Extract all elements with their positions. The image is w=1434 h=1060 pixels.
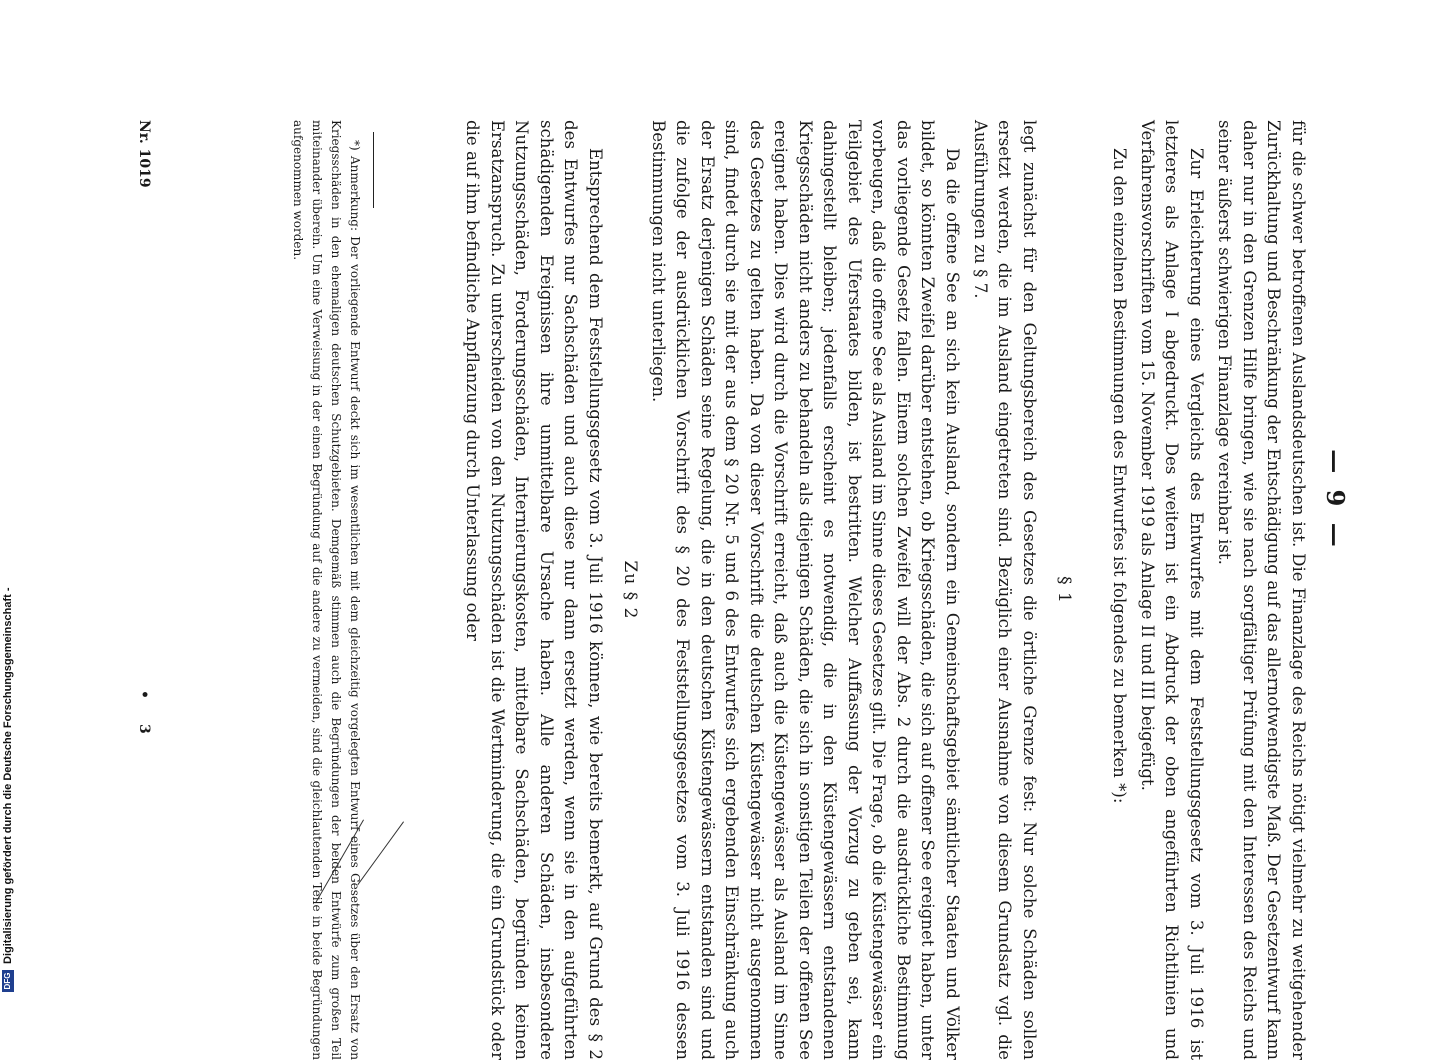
heading-section-1: § 1	[1054, 576, 1074, 604]
footnote-text: *) Anmerkung: Der vorliegende Entwurf deckt sich im wesentlichen mit dem gleichzeitig vorgelegten Entwurf eines Gesetzes über den Ersatz von Kriegsschäden in den ehemaligen deutschen Schutzgebieten. Demgemäß stimmen auch die Begründungen der beiden Entwürfe zum großen Teil miteinander überein. Um eine Verweisung in der einen Begründung auf die andere zu vermeiden, sind die gleichlautenden Teile in beide Begründungen aufgenommen worden.	[291, 120, 362, 1060]
sheet-number: 3	[136, 724, 152, 734]
bestimmungen-paragraph	[1107, 120, 1132, 1060]
page-number: — 9 —	[1321, 449, 1350, 551]
section-1-intro-text: legt zunächst für den Geltungsbereich des Gesetzes die örtliche Grenze fest: Nur solche Schäden sollen ersetzt werden, die im Ausland eingetreten sind. Bezüglich einer Ausnahme von diesem Grundsatz vgl. die Ausführungen zu § 7.	[971, 120, 1039, 1060]
intro-text: für die schwer betroffenen Auslandsdeutschen ist. Die Finanzlage des Reichs nötigt vielmehr zu weitgehender Zurückhaltung und Beschränkung der Entschädigung auf das allernotwendigste Maß. Der Gesetzentwurf kann daher nur in den Grenzen Hilfe bringen, wie sie nach sorgfältiger Prüfung mit den Interessen des Reichs und seiner äußerst schwierigen Finanzlage vereinbar ist.	[1215, 120, 1308, 1060]
pencil-mark	[357, 821, 404, 885]
credit-text: Digitalisierung gefördert durch die Deutsche Forschungsgemeinschaft -	[2, 587, 14, 964]
document-number: Nr. 1019	[136, 120, 152, 188]
section-1-body	[646, 120, 965, 1060]
erleichterung-paragraph	[1135, 120, 1209, 1060]
section-1-intro	[968, 120, 1042, 1060]
intro-paragraph	[1212, 120, 1310, 1060]
footnote-divider	[373, 132, 374, 208]
bestimmungen-text: Zu den einzelnen Bestimmungen des Entwurfes ist folgendes zu bemerken *):	[1110, 148, 1129, 804]
section-2-body	[460, 120, 607, 1060]
dfg-logo: DFG	[2, 970, 14, 992]
section-2-body-text: Entsprechend dem Feststellungsgesetz vom 3. Juli 1916 können, wie bereits bemerkt, auf Grund des § 2 des Entwurfes nur Sachschäden und auch diese nur dann ersetzt werden, wenn sie in den aufgeführten schädigenden Ereignissen ihre unmittelbare Ursache haben. Alle anderen Schäden, insbesondere Nutzungsschäden, Forderungsschäden, Internierungskosten, mittelbare Sachschäden, begründen keinen Ersatzanspruch. Zu unterscheiden von den Nutzungsschäden ist die Wertminderung, die ein Grundstück oder die auf ihm befindliche Anpflanzung durch Unterlassung oder	[463, 120, 605, 1060]
digitization-credit	[0, 0, 16, 1000]
heading-section-2: Zu § 2	[620, 560, 640, 620]
erleichterung-text: Zur Erleichterung eines Vergleichs des Entwurfes mit dem Feststellungsgesetz vom 3. Juli 1916 ist letzteres als Anlage I abgedruckt. Des weitern ist ein Abdruck der oben angeführten Richtlinien und Verfahrensvorschriften vom 15. November 1919 als Anlage II und III beigefügt.	[1138, 120, 1206, 1060]
footer-bullet: •	[136, 690, 152, 699]
footnote	[288, 120, 364, 1060]
section-1-body-text: Da die offene See an sich kein Ausland, sondern ein Gemeinschaftsgebiet sämtlicher Staaten und Völker bildet, so könnten Zweifel darüber entstehen, ob Kriegsschäden, die sich auf offener See ereignet haben, unter das vorliegende Gesetz fallen. Einem solchen Zweifel will der Abs. 2 durch die ausdrückliche Bestimmung vorbeugen, daß die offene See als Ausland im Sinne dieses Gesetzes gilt. Die Frage, ob die Küstengewässer ein Teilgebiet des Uferstaates bilden, ist bestritten. Welcher Auffassung der Vorzug zu geben sei, kann dahingestellt bleiben; jedenfalls erscheint es notwendig, die in den Küstengewässern entstandenen Kriegsschäden nicht anders zu behandeln als diejenigen Schäden, die sich in sonstigen Teilen der offenen See ereignet haben. Dies wird durch die Vorschrift erreicht, daß auch die Küstengewässer als Ausland im Sinne des Gesetzes zu gelten haben. Da von dieser Vorschrift die deutschen Küstengewässer nicht ausgenommen sind, findet durch sie mit der aus dem § 20 Nr. 5 und 6 des Entwurfes sich ergebenden Einschränkung auch der Ersatz derjenigen Schäden seine Regelung, die in den deutschen Küstengewässern entstanden sind und die zufolge der ausdrücklichen Vorschrift des § 20 des Feststellungsgesetzes vom 3. Juli 1916 dessen Bestimmungen nicht unterliegen.	[649, 120, 962, 1060]
